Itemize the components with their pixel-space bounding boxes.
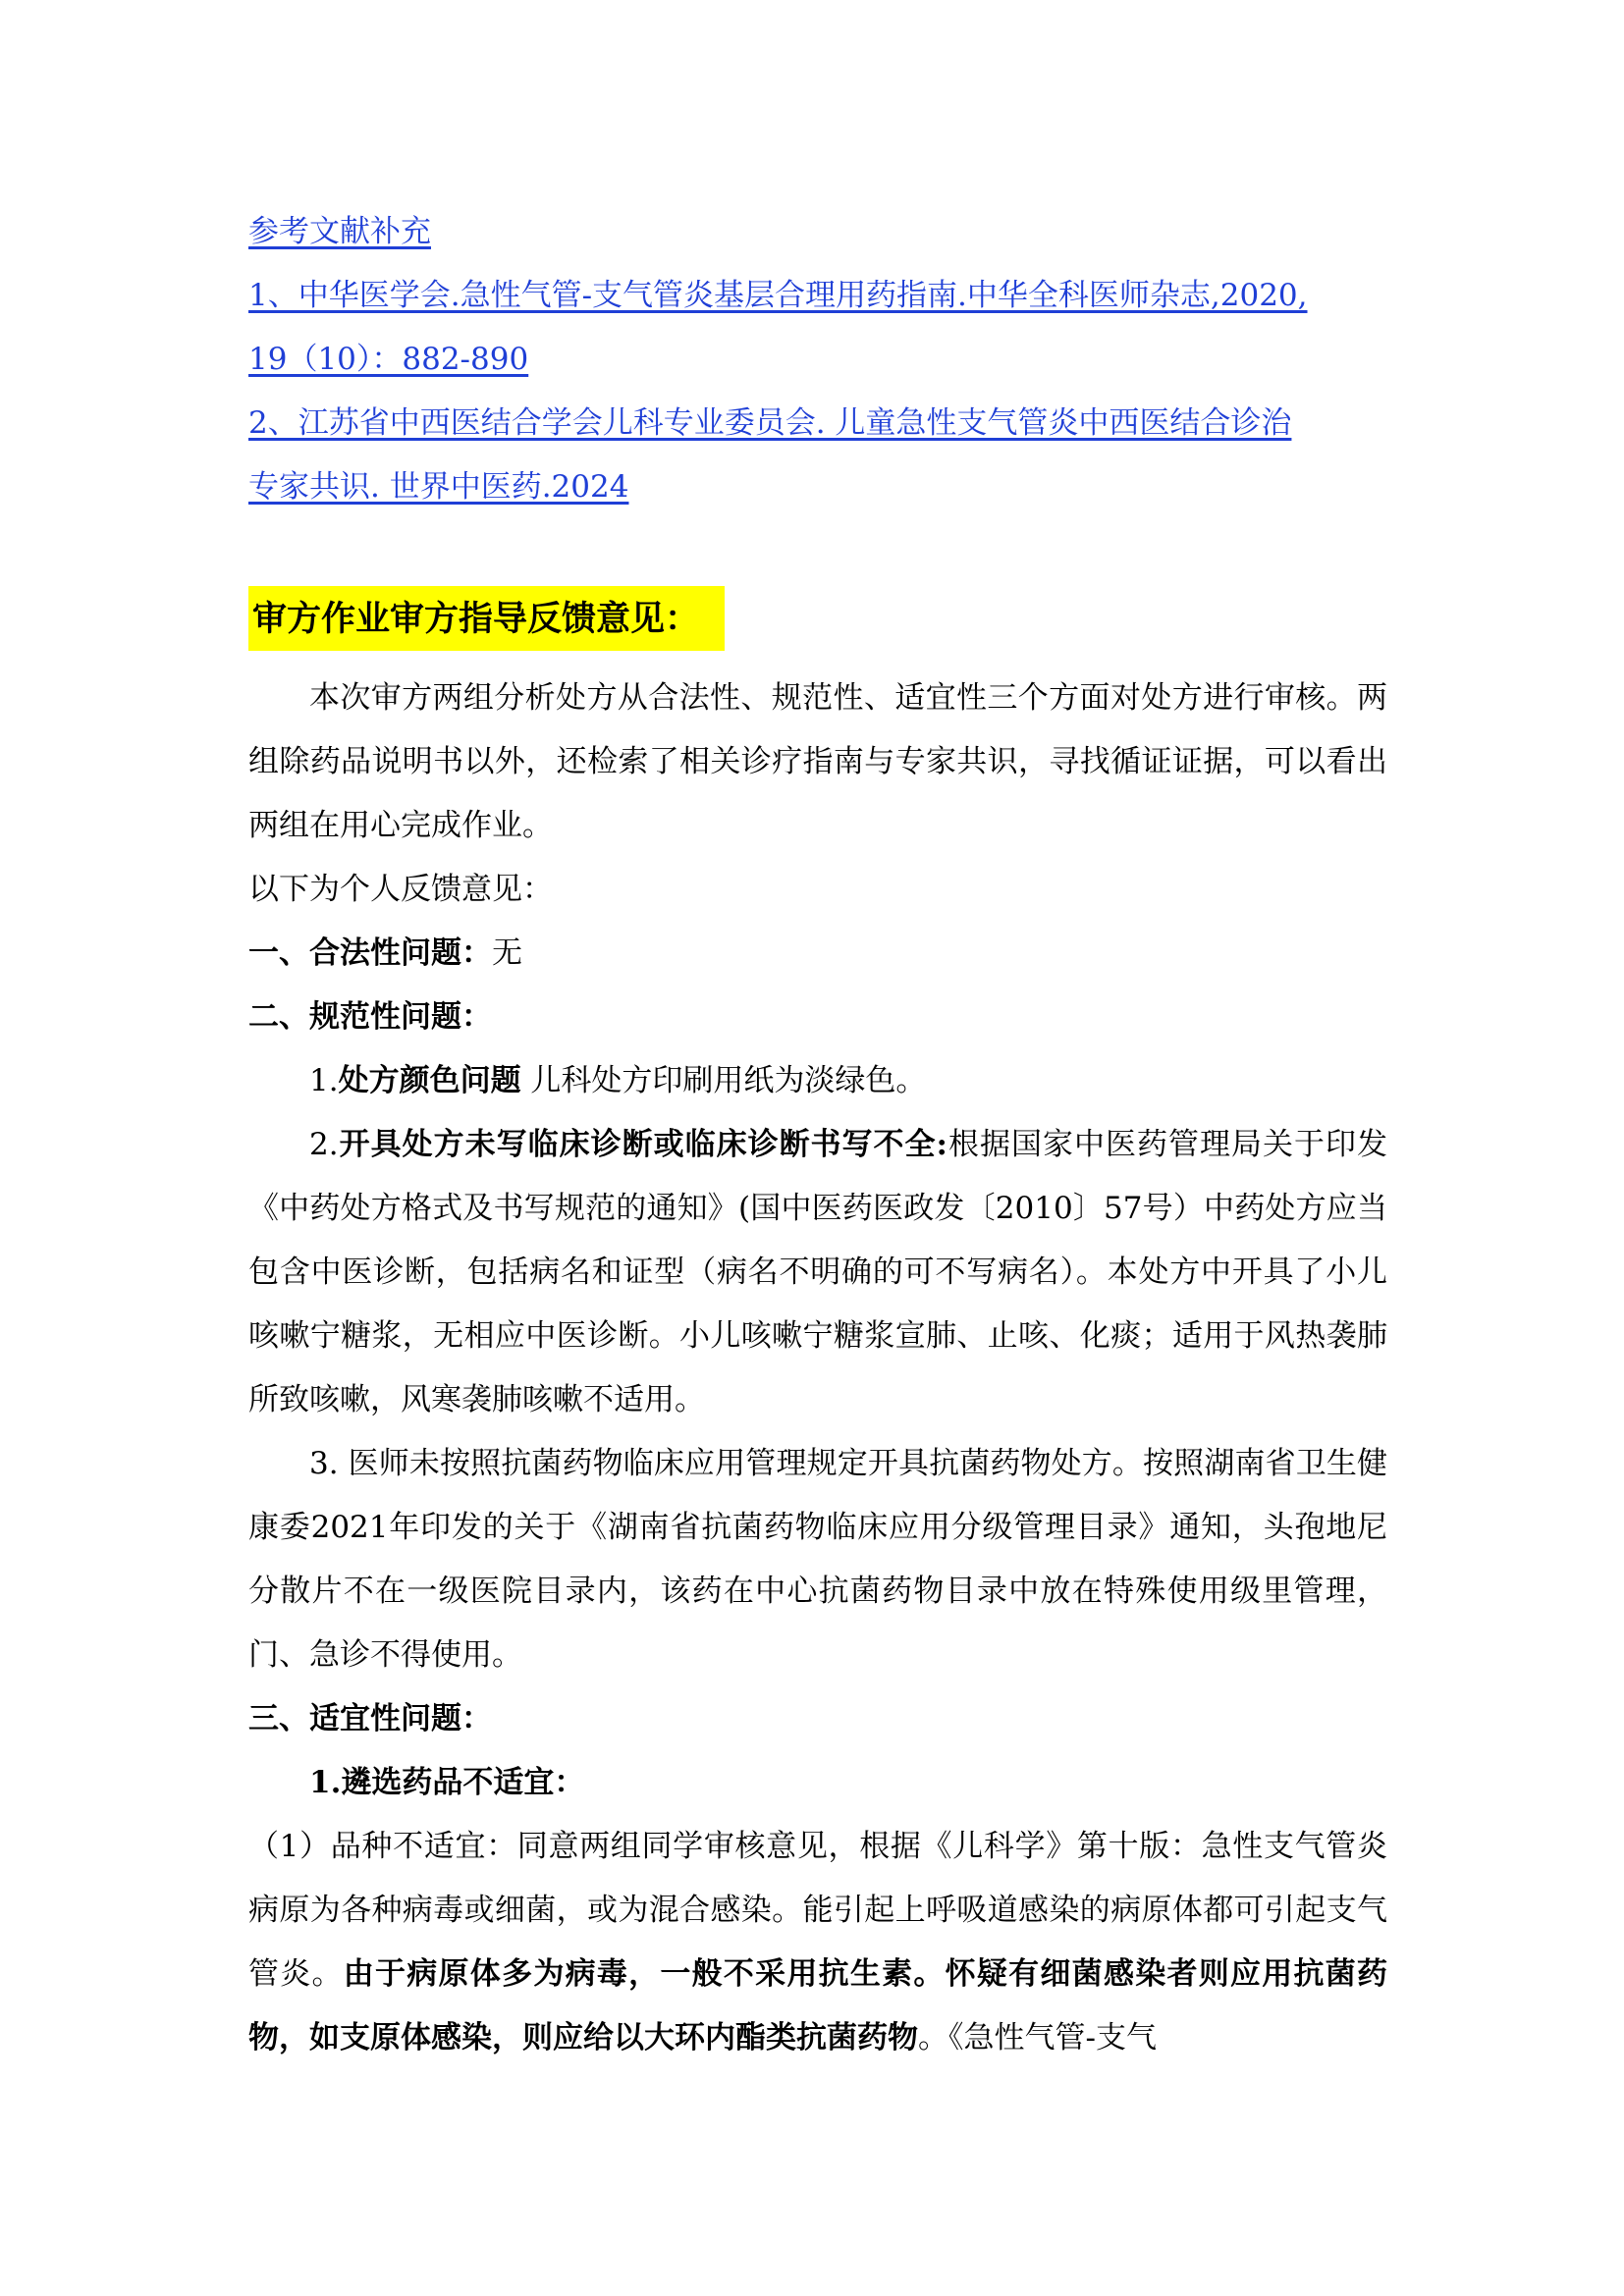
item-number: 1. [309,1063,339,1098]
personal-feedback-label: 以下为个人反馈意见： [248,872,553,907]
references-section [248,200,1387,519]
item-text: 儿科处方印刷用纸为淡绿色。 [520,1063,927,1098]
reference-1-line-1[interactable]: 1、中华医学会.急性气管-支气管炎基层合理用药指南.中华全科医师杂志,2020, [248,278,1308,313]
suitability-item-1-title: 1.遴选药品不适宜： [309,1765,585,1800]
suitability-title: 三、适宜性问题： [248,1701,492,1736]
feedback-body [248,667,1387,2070]
legality-text: 无 [492,935,522,971]
item-bold-text: 开具处方未写临床诊断或临床诊断书写不全: [338,1127,948,1162]
standardization-item-2 [248,1113,1387,1432]
reference-2-line-2[interactable]: 专家共识. 世界中医药.2024 [248,469,629,505]
paragraph-tail: 。《急性气管-支气 [918,2020,1157,2056]
reference-1-line-2[interactable]: 19（10）：882-890 [248,342,529,377]
reference-2-line-1[interactable]: 2、江苏省中西医结合学会儿科专业委员会. 儿童急性支气管炎中西医结合诊治 [248,405,1292,441]
standardization-item-3: 3. 医师未按照抗菌药物临床应用管理规定开具抗菌药物处方。按照湖南省卫生健康委2021年印发的关于《湖南省抗菌药物临床应用分级管理目录》通知，头孢地尼分散片不在一级医院目录内，该药在中心抗菌药物目录中放在特殊使用级里管理，门、急诊不得使用。 [248,1446,1387,1673]
item-text: 根据国家中医药管理局关于印发《中药处方格式及书写规范的通知》(国中医药医政发〔2010〕57号）中药处方应当包含中医诊断，包括病名和证型（病名不明确的可不写病名）。本处方中开具了小儿咳嗽宁糖浆，无相应中医诊断。小儿咳嗽宁糖浆宣肺、止咳、化痰；适用于风热袭肺所致咳嗽，风寒袭肺咳嗽不适用。 [248,1127,1388,1417]
feedback-title: 审方作业审方指导反馈意见： [248,586,725,651]
item-bold-text: 处方颜色问题 [338,1063,521,1098]
paragraph-bold-text: 由于病原体多为病毒，一般不采用抗生素。怀疑有细菌感染者则应用抗菌药物，如支原体感染，则应给以大环内酯类抗菌药物 [248,1956,1388,2056]
standardization-title: 二、规范性问题： [248,999,492,1035]
references-heading[interactable]: 参考文献补充 [248,214,431,249]
intro-paragraph: 本次审方两组分析处方从合法性、规范性、适宜性三个方面对处方进行审核。两组除药品说明书以外，还检索了相关诊疗指南与专家共识，寻找循证证据，可以看出两组在用心完成作业。 [248,680,1387,843]
legality-section [248,922,1387,986]
paragraph-text: （1）品种不适宜：同意两组同学审核意见，根据《儿科学》第十版：急性支气管炎病原为各种病毒或细菌，或为混合感染。能引起上呼吸道感染的病原体都可引起支气管炎。 [248,1829,1387,1992]
suitability-paragraph-1 [248,1815,1387,2070]
legality-title: 一、合法性问题： [248,935,492,971]
standardization-item-1 [248,1049,1387,1113]
item-number: 2. [309,1127,339,1162]
